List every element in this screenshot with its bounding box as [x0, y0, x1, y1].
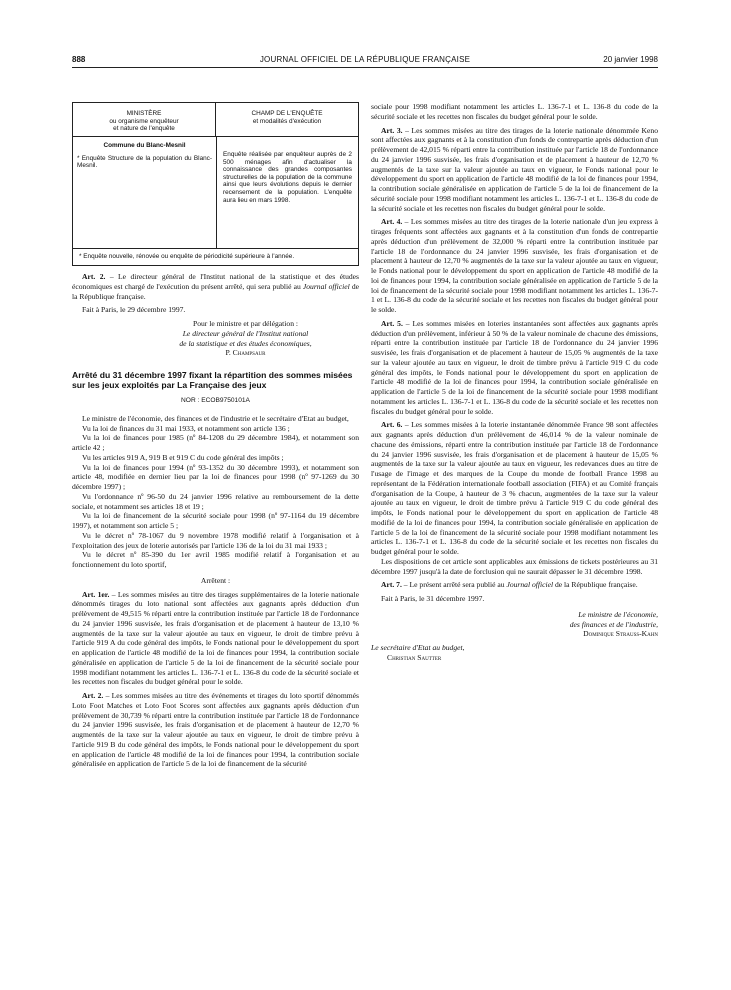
signature-date-1: Fait à Paris, le 29 décembre 1997. [82, 305, 186, 315]
list-item: Vu le décret nº 78-1067 du 9 novembre 1978 modifié relatif à l'organisation et à l'exploitation des jeux de loterie autorisés par l'article 136 de la loi du 31 mai 1933 ; [72, 530, 359, 550]
art7-paragraph: Art. 7. – Le présent arrêté sera publié au Journal officiel de la République française. [381, 580, 638, 590]
page-number: 888 [72, 55, 86, 64]
list-item: Vu la loi de finances pour 1985 (nº 84-1208 du 29 décembre 1984), et notamment son article 42 ; [72, 433, 359, 452]
survey-name: * Enquête Structure de la population du Blanc-Mesnil. [77, 154, 212, 170]
list-item: Le ministre de l'économie, des finances et de l'industrie et le secrétaire d'Etat au budget, [82, 413, 349, 423]
left-column [72, 102, 359, 769]
arrete-title: Arrêté du 31 décembre 1997 fixant la répartition des sommes misées sur les jeux exploités par La Française des jeux [72, 370, 353, 390]
art2-paragraph: Art. 2. – Le directeur général de l'Institut national de la statistique et des études économiques est chargé de l'exécution du présent arrêté, qui sera publié au Journal officiel de la République française. [72, 272, 359, 301]
signature-block-3: Le secrétaire d'Etat au budget, Christian Sautter [371, 643, 658, 663]
list-item: Vu l'ordonnance nº 96-50 du 24 janvier 1996 relative au remboursement de la dette sociale, et notamment ses articles 18 et 19 ; [72, 491, 359, 511]
list-item: Vu les articles 919 A, 919 B et 919 C du code général des impôts ; [82, 452, 284, 462]
survey-table [72, 102, 359, 266]
list-item: Vu la loi de finances pour 1994 (nº 93-1352 du 30 décembre 1993), et notamment son article 48, modifiée en dernier lieu par la loi de finances pour 1998 (nº 97-1269 du 30 décembre 1997) ; [72, 462, 359, 491]
art6-paragraph: Art. 6. – Les sommes misées à la loterie instantanée dénommée France 98 sont affectées aux gagnants après déduction d'un prélèvement de 46,014 % de la valeur nominale de chacune des émissions, réparti entre la contribution instituée par l'article 18 de l'ordonnance du 24 janvier 1996 susvisée, les frais d'organisation et de placement à hauteur de 15,05 % augmentés de la taxe sur la valeur ajoutée au taux en vigueur, les redevances dues au titre de l'usage de l'image et des marques de la Coupe du monde de football France 1998 au représentant de la Fédération internationale football association (FIFA) et au Comité français d'organisation de la Coupe, à hauteur de 3 % chacun, augmentées de la taxe sur la valeur ajoutée au taux en vigueur, le droit de timbre prévu à l'article 919 C du code général des impôts, le Fonds national pour le développement du sport en application de l'article 48 modifié de la loi de finances pour 1994, la contribution sociale généralisée en application de l'article 5 de la loi de financement de la sécurité sociale pour 1998 modifiant notamment les articles L. 136-7-1 et L. 136-8 du code de la sécurité sociale et les recettes non fiscales du budget général pour le solde. [371, 420, 658, 556]
art6-second-paragraph: Les dispositions de cet article sont applicables aux émissions de tickets postérieures au 31 décembre 1997 jusqu'à la date de forclusion qui ne saurait dépasser le 31 décembre 1998. [371, 556, 658, 576]
issue-date: 20 janvier 1998 [603, 55, 658, 64]
table-header-ministry: MINISTÈRE ou organisme enquêteur et nature de l'enquête [109, 110, 179, 133]
visas-list [72, 414, 359, 570]
signatory-name: Dominique Strauss-Kahn [583, 629, 658, 639]
art3-paragraph: Art. 3. – Les sommes misées au titre des tirages de la loterie nationale dénommée Keno sont affectées aux gagnants et à la constitution d'un fonds de contrepartie après déduction d'un prélèvement de 42,015 % réparti entre la contribution instituée par l'article 18 de l'ordonnance du 24 janvier 1996 susvisée, les frais d'organisation et de placement à hauteur de 12,70 % augmentés de la taxe sur la valeur ajoutée au taux en vigueur, le Fonds national pour le développement du sport en application de l'article 48 modifié de la loi de finances pour 1994, la contribution sociale généralisée en application de l'article 5 de la loi de financement de la sécurité sociale pour 1998 modifiant notamment les articles L. 136-7-1 et L. 136-8 du code de la sécurité sociale et les recettes non fiscales du budget général pour le solde. [371, 125, 658, 213]
nor-reference: NOR : ECOB9750101A [181, 397, 250, 404]
art5-paragraph: Art. 5. – Les sommes misées en loteries instantanées sont affectées aux gagnants après déduction d'un prélèvement, inférieur à 50 % de la valeur nominale de chacune des émissions, réparti entre la contribution instituée par l'article 18 de l'ordonnance du 24 janvier 1996 susvisée, les frais d'organisation et de placement à hauteur de 15,05 % augmentés de la taxe sur la valeur ajoutée au taux en vigueur, le droit de timbre prévu à l'article 919 C du code général des impôts, le Fonds national pour le développement du sport en application de l'article 48 modifié de la loi de finances pour 1994, la contribution sociale généralisée en application de l'article 5 de la loi de financement de la sécurité sociale pour 1998 modifiant notamment les articles L. 136-7-1 et L. 136-8 du code de la sécurité sociale et les recettes non fiscales du budget général pour le solde. [371, 318, 658, 416]
right-column [371, 102, 658, 663]
journal-title: JOURNAL OFFICIEL DE LA RÉPUBLIQUE FRANÇAISE [259, 55, 471, 64]
signature-date-2: Fait à Paris, le 31 décembre 1997. [381, 594, 485, 603]
signature-block-1: Pour le ministre et par délégation : Le directeur général de l'Institut national de la statistique et des études économiques, P. Champsaur [72, 319, 359, 358]
table-header [73, 103, 358, 137]
continuation-paragraph: sociale pour 1998 modifiant notamment les articles L. 136-7-1 et L. 136-8 du code de la sécurité sociale et les recettes non fiscales du budget général pour le solde. [371, 102, 658, 121]
art4-paragraph: Art. 4. – Les sommes misées au titre des tirages de la loterie nationale d'un jeu express à tirages fréquents sont affectées aux gagnants et à la constitution d'un fonds de contrepartie après déduction d'un prélèvement de 32,000 % réparti entre la contribution instituée par l'article 18 de l'ordonnance du 24 janvier 1996 susvisée, les frais d'organisation et de placement à hauteur de 12,70 % augmentés de la taxe sur la valeur ajoutée au taux en vigueur, le Fonds national pour le développement du sport en application de l'article 48 modifié de la loi de finances pour 1994, la contribution sociale généralisée en application de l'article 5 de la loi de financement de la sécurité sociale pour 1998 modifiant notamment les articles L. 136-7-1 et L. 136-8 du code de la sécurité sociale et les recettes non fiscales du budget général pour le solde. [371, 217, 658, 314]
list-item: Vu la loi de finances du 31 mai 1933, et notamment son article 136 ; [82, 423, 290, 433]
signatory-name: P. Champsaur [225, 348, 266, 358]
table-footnote: * Enquête nouvelle, rénovée ou enquête de périodicité supérieure à l'année. [79, 253, 295, 260]
signatory-name: Christian Sautter [387, 652, 442, 662]
art1-paragraph: Art. 1er. – Les sommes misées au titre des tirages supplémentaires de la loterie nationale dénommés tirages du loto national sont affectées aux gagnants après déduction d'un prélèvement de 49,515 % réparti entre la contribution instituée par l'article 18 de l'ordonnance du 24 janvier 1996 susvisée, les frais d'organisation et de placement à hauteur de 13,10 % augmentés de la taxe sur la valeur ajoutée au taux en vigueur, le droit de timbre prévu à l'article 919 A du code général des impôts, le Fonds national pour le développement du sport en application de l'article 48 modifié de la loi de finances pour 1994, la contribution sociale généralisée en application de l'article 5 de la loi de financement de la sécurité sociale pour 1998 modifiant notamment les articles L. 136-7-1 et L. 136-8 du code de la sécurité sociale et les recettes non fiscales du budget général pour le solde. [72, 589, 359, 687]
art2b-paragraph: Art. 2. – Les sommes misées au titre des événements et tirages du loto sportif dénommés Loto Foot Matches et Loto Foot Scores sont affectées aux gagnants après déduction d'un prélèvement de 30,739 % réparti entre la contribution instituée par l'article 18 de l'ordonnance du 24 janvier 1996 susvisée, les frais d'organisation et de placement à hauteur de 12,70 % augmentés de la taxe sur la valeur ajoutée au taux en vigueur, le droit de timbre prévu à l'article 919 B du code général des impôts, le Fonds national pour le développement du sport en application de l'article 48 modifié de la loi de finances pour 1994, la contribution sociale généralisée en application de l'article 5 de la loi de financement de la sécurité [72, 691, 359, 769]
table-header-scope: CHAMP DE L'ENQUÊTE et modalités d'exécution [215, 103, 358, 136]
arretent-heading: Arrêtent : [200, 575, 231, 585]
header-rule [72, 67, 658, 68]
table-cell-ministry [73, 137, 216, 248]
table-row [73, 137, 358, 249]
commune-name: Commune du Blanc-Mesnil [103, 142, 186, 149]
list-item: Vu le décret nº 85-390 du 1er avril 1985 modifié relatif à l'organisation et au fonctionnement du loto sportif, [72, 550, 359, 569]
signature-block-2: Le ministre de l'économie, des finances et de l'industrie, Dominique Strauss-Kahn [371, 610, 658, 639]
table-cell-scope: Enquête réalisée par enquêteur auprès de 2 500 ménages afin d'actualiser la connaissance des grandes composantes structurelles de la population de la commune ainsi que leurs évolutions depuis le dernier recensement de la population. L'enquête aura lieu en mars 1998. [216, 137, 358, 248]
list-item: Vu la loi de financement de la sécurité sociale pour 1998 (nº 97-1164 du 19 décembre 1997), et notamment son article 5 ; [72, 511, 359, 530]
